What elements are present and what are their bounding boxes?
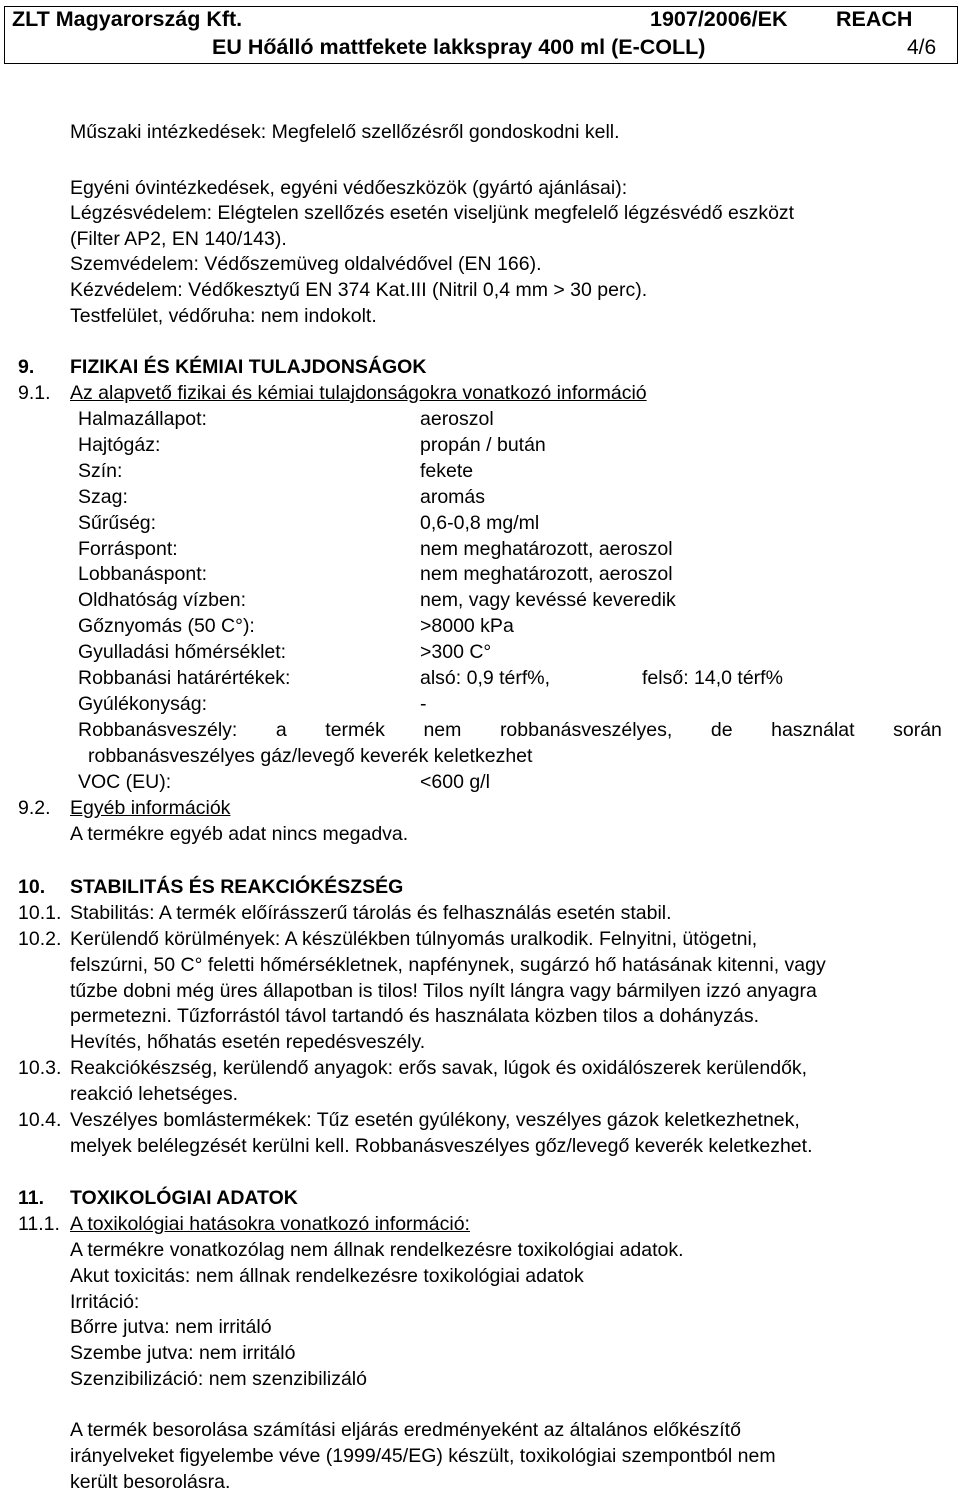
property-value: alsó: 0,9 térf%, (420, 667, 551, 689)
section-9-2-title: Egyéb információk (70, 797, 231, 819)
item-text-line: Reakciókészség, kerülendő anyagok: erős savak, lúgok és oxidálószerek kerülendők, (70, 1057, 808, 1079)
item-text-line: permetezni. Tűzforrástól távol tartandó és használata közben tilos a dohányzás. (70, 1005, 760, 1028)
hazard-word: során (893, 719, 942, 741)
property-label: Robbanási határértékek: (78, 667, 291, 689)
section-9-1-number: 9.1. (18, 382, 51, 404)
hazard-word: nem (423, 719, 462, 741)
hazard-word: de (710, 719, 733, 741)
eye-protection: Szemvédelem: Védőszemüveg oldalvédővel (EN 166). (70, 253, 542, 275)
section-9-2-text: A termékre egyéb adat nincs megadva. (70, 823, 409, 845)
property-value: 0,6-0,8 mg/ml (420, 511, 540, 534)
reach-label: REACH (836, 7, 913, 31)
section-9-number: 9. (18, 356, 35, 378)
item-text-line: tűzbe dobni még üres állapotban is tilos! Tilos nyílt lángra vagy bármilyen izzó anyagra (70, 979, 817, 1002)
section-11-number: 11. (18, 1187, 45, 1209)
item-text-line: Kerülendő körülmények: A készülékben túlnyomás uralkodik. Felnyitni, ütögetni, (70, 928, 758, 950)
property-label: Gyulladási hőmérséklet: (78, 641, 287, 664)
item-text-line: felszúrni, 50 C° feletti hőmérsékletnek, napfénynek, sugárzó hő hatásának kitenni, vagy (70, 953, 826, 976)
property-value: felső: 14,0 térf% (642, 667, 783, 689)
respiratory-filter: (Filter AP2, EN 140/143). (70, 228, 287, 250)
body-protection: Testfelület, védőruha: nem indokolt. (70, 305, 377, 327)
hazard-word: robbanásveszélyes, (499, 719, 673, 741)
toxicology-line: Bőrre jutva: nem irritáló (70, 1316, 272, 1339)
explosion-hazard-line (78, 718, 942, 742)
property-value: fekete (420, 459, 474, 482)
property-value: <600 g/l (420, 771, 490, 793)
property-label: Sűrűség: (78, 511, 157, 534)
toxicology-line: Szembe jutva: nem irritáló (70, 1342, 296, 1365)
property-label: Szag: (78, 485, 128, 508)
classification-line: került besorolásra. (70, 1470, 231, 1493)
item-text-line: Stabilitás: A termék előírásszerű tárolás és felhasználás esetén stabil. (70, 902, 672, 924)
classification-line: irányelveket figyelembe véve (1999/45/EG) készült, toxikológiai szempontból nem (70, 1444, 776, 1467)
property-label: Oldhatóság vízben: (78, 589, 247, 612)
property-value: - (420, 693, 427, 715)
product-name: EU Hőálló mattfekete lakkspray 400 ml (E-COLL) (212, 35, 706, 59)
property-value: aeroszol (420, 408, 494, 430)
item-number: 10.3. (18, 1057, 62, 1079)
item-text-line: melyek belélegzését kerülni kell. Robbanásveszélyes gőz/levegő keverék keletkezhet. (70, 1134, 813, 1157)
item-text-line: reakció lehetséges. (70, 1082, 239, 1105)
header-right-rule (957, 6, 958, 63)
hazard-word: a (275, 719, 287, 741)
explosion-hazard-continued: robbanásveszélyes gáz/levegő keverék keletkezhet (88, 745, 533, 767)
property-label: Szín: (78, 459, 123, 482)
section-11-1-title: A toxikológiai hatásokra vonatkozó információ: (70, 1213, 470, 1235)
property-value: >8000 kPa (420, 615, 514, 638)
section-11-title: TOXIKOLÓGIAI ADATOK (70, 1187, 298, 1209)
toxicology-line: Akut toxicitás: nem állnak rendelkezésre toxikológiai adatok (70, 1264, 584, 1287)
property-label: Halmazállapot: (78, 408, 207, 430)
item-text-line: Veszélyes bomlástermékek: Tűz esetén gyúlékony, veszélyes gázok keletkezhetnek, (70, 1109, 800, 1131)
classification-line: A termék besorolása számítási eljárás eredményeként az általános előkészítő (70, 1419, 741, 1441)
toxicology-line: Irritáció: (70, 1290, 140, 1313)
section-9-2-number: 9.2. (18, 797, 51, 819)
property-value: >300 C° (420, 641, 492, 664)
hand-protection: Kézvédelem: Védőkesztyű EN 374 Kat.III (Nitril 0,4 mm > 30 perc). (70, 279, 648, 301)
section-9-1-title: Az alapvető fizikai és kémiai tulajdonságokra vonatkozó információ (70, 382, 647, 404)
toxicology-line: A termékre vonatkozólag nem állnak rendelkezésre toxikológiai adatok. (70, 1239, 684, 1261)
item-number: 10.1. (18, 902, 62, 924)
ppe-title: Egyéni óvintézkedések, egyéni védőeszközök (gyártó ajánlásai): (70, 177, 628, 199)
item-number: 10.2. (18, 928, 62, 950)
header-bottom-rule (4, 63, 958, 64)
property-label: Gyúlékonyság: (78, 693, 207, 715)
property-label: Hajtógáz: (78, 433, 161, 456)
property-label: Lobbanáspont: (78, 563, 208, 586)
section-10-title: STABILITÁS ÉS REAKCIÓKÉSZSÉG (70, 876, 404, 898)
toxicology-line: Szenzibilizáció: nem szenzibilizáló (70, 1368, 367, 1390)
property-label: Forráspont: (78, 537, 178, 560)
hazard-word: termék (325, 719, 385, 741)
header-left-rule (4, 6, 5, 63)
technical-measures: Műszaki intézkedések: Megfelelő szellőzésről gondoskodni kell. (70, 121, 620, 143)
page-number: 4/6 (907, 36, 937, 59)
section-11-1-number: 11.1. (18, 1213, 60, 1235)
section-9-title: FIZIKAI ÉS KÉMIAI TULAJDONSÁGOK (70, 356, 427, 378)
section-10-number: 10. (18, 876, 46, 898)
property-value: aromás (420, 485, 486, 508)
hazard-word: használat (771, 719, 855, 741)
regulation-number: 1907/2006/EK (650, 7, 788, 31)
hazard-word: Robbanásveszély: (78, 719, 238, 741)
property-value: nem, vagy kevéssé keveredik (420, 589, 676, 612)
property-value: nem meghatározott, aeroszol (420, 537, 673, 560)
property-label: Gőznyomás (50 C°): (78, 615, 255, 638)
property-value: propán / bután (420, 433, 546, 456)
item-number: 10.4. (18, 1109, 62, 1131)
respiratory-protection: Légzésvédelem: Elégtelen szellőzés esetén viseljünk megfelelő légzésvédő eszközt (70, 202, 795, 224)
property-value: nem meghatározott, aeroszol (420, 563, 673, 586)
item-text-line: Hevítés, hőhatás esetén repedésveszély. (70, 1031, 426, 1054)
property-label: VOC (EU): (78, 771, 172, 793)
company-name: ZLT Magyarország Kft. (12, 7, 243, 31)
